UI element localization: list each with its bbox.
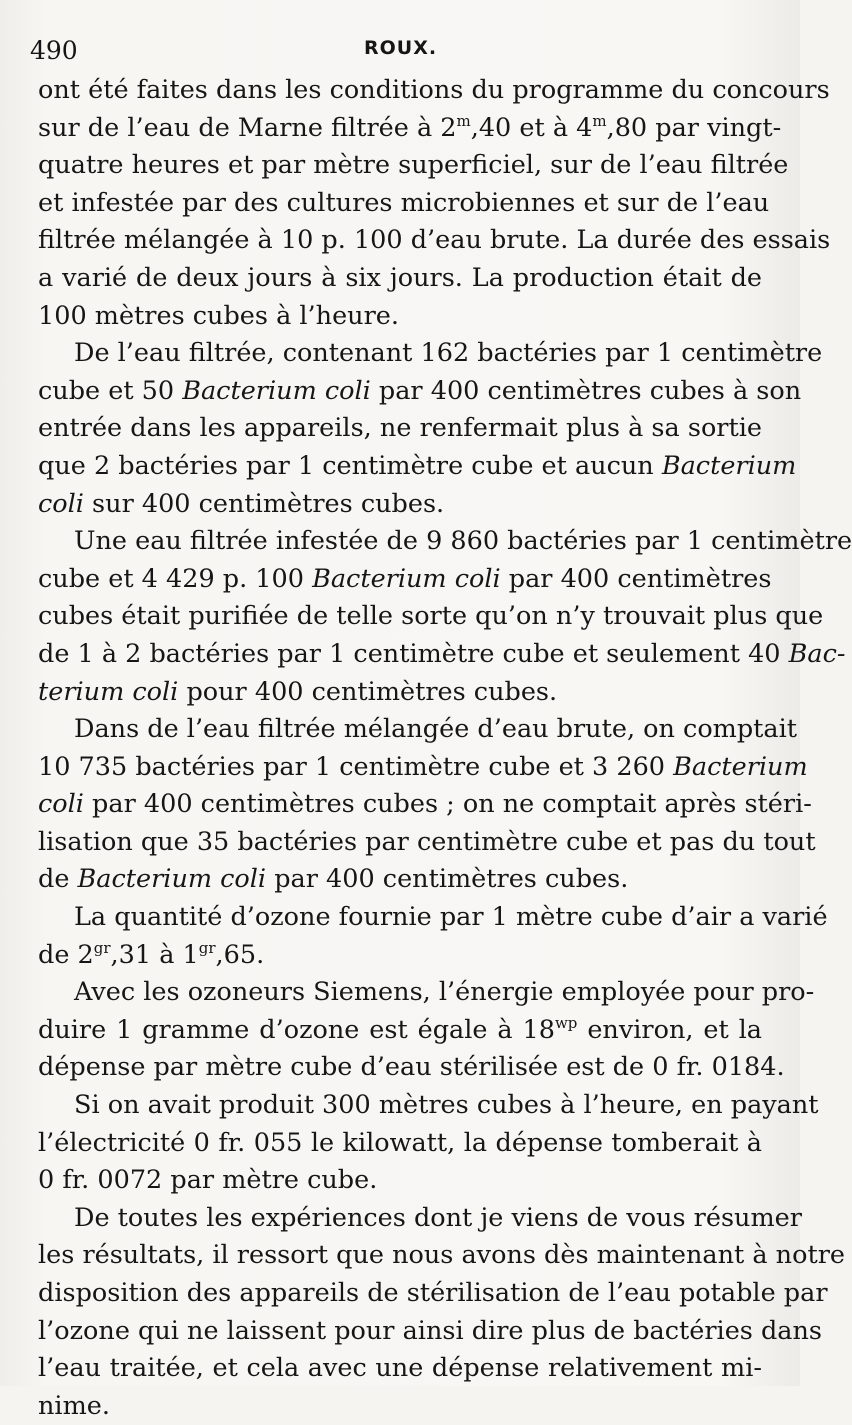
superscript-unit: wp [554,1013,578,1032]
italic-term: terium coli [38,676,179,707]
text-segment: 100 mètres cubes à l’heure. [38,300,399,331]
text-line [38,373,802,411]
text-line [38,937,762,975]
text-line [38,222,831,260]
text-line [38,1313,823,1351]
text-segment: quatre heures et par mètre superficiel, sur de l’eau filtrée [38,150,789,181]
italic-term: Bac- [788,638,846,669]
italic-term: Bacterium [673,751,808,782]
text-line [38,410,762,448]
text-segment: ,31 à 1 [110,939,199,970]
running-title: ROUX. [364,37,438,59]
text-line [38,260,762,298]
text-line [38,448,797,486]
text-line [38,523,852,561]
text-line [38,974,815,1012]
text-segment: sur 400 centimètres cubes. [83,488,445,519]
text-segment: et infestée par des cultures microbiennes et sur de l’eau [38,187,770,218]
italic-term: coli [38,789,84,820]
text-line [38,636,846,674]
text-segment: de 2 [38,939,94,970]
text-segment: l’eau traitée, et cela avec une dépense relativement mi- [38,1353,762,1384]
text-segment: lisation que 35 bactéries par centimètre cube et pas du tout [38,826,816,857]
text-segment: 10 735 bactéries par 1 centimètre cube et 3 260 [38,751,674,782]
text-segment: 0 fr. 0072 par mètre cube. [38,1165,378,1196]
text-segment: De toutes les expériences dont je viens de vous résumer [74,1202,802,1233]
text-line [38,1012,762,1050]
superscript-unit: m [456,111,471,130]
text-segment: cube et 4 429 p. 100 [38,563,313,594]
text-line [38,824,816,862]
body-text [38,72,852,1425]
text-line [38,674,762,712]
text-line [38,1087,819,1125]
text-line [38,335,823,373]
text-segment: La quantité d’ozone fournie par 1 mètre cube d’air a varié [74,902,828,933]
text-segment: l’ozone qui ne laissent pour ainsi dire plus de bactéries dans [38,1315,823,1346]
text-line [38,147,789,185]
text-line [38,486,762,524]
text-line [38,1275,828,1313]
text-segment: disposition des appareils de stérilisation de l’eau potable par [38,1278,828,1308]
text-line [38,110,782,148]
text-segment: Dans de l’eau filtrée mélangée d’eau brute, on comptait [74,714,798,745]
text-line [38,185,770,223]
text-segment: nime. [38,1390,110,1421]
text-line [38,561,772,599]
text-segment: Si on avait produit 300 mètres cubes à l’heure, en payant [74,1090,819,1121]
superscript-unit: gr [93,938,111,957]
text-line [38,1200,802,1238]
text-segment: que 2 bactéries par 1 centimètre cube et aucun [38,450,662,481]
text-segment: cubes était purifiée de telle sorte qu’on n’y trouvait plus que [38,601,824,632]
text-line [38,1237,845,1275]
text-segment: l’électricité 0 fr. 055 le kilowatt, la dépense tomberait à [38,1127,762,1158]
text-segment: Avec les ozoneurs Siemens, l’énergie employée pour pro- [74,977,815,1008]
text-line [38,598,824,636]
text-line [38,786,812,824]
text-segment: entrée dans les appareils, ne renfermait plus à sa sortie [38,413,762,444]
text-segment: de 1 à 2 bactéries par 1 centimètre cube et seulement 40 [38,638,789,669]
text-segment: sur de l’eau de Marne filtrée à 2 [38,112,457,143]
text-line [38,72,830,110]
italic-term: Bacterium coli [312,563,501,594]
italic-term: Bacterium coli [182,375,371,406]
text-segment: ,40 et à 4 [470,112,593,143]
text-segment: a varié de deux jours à six jours. La production était de [38,262,762,293]
text-segment: par 400 centimètres cubes. [266,864,629,895]
page-header [0,30,800,70]
page-number: 490 [30,36,78,65]
text-line [38,1162,762,1200]
text-segment: environ, et la [577,1014,762,1045]
text-line [38,298,762,336]
text-line [38,1388,762,1425]
text-segment: ,65. [215,939,265,970]
text-segment: filtrée mélangée à 10 p. 100 d’eau brute. La durée des essais [38,225,831,256]
text-line [38,749,808,787]
text-segment: duire 1 gramme d’ozone est égale à 18 [38,1014,555,1045]
italic-term: coli [38,488,84,519]
text-line [38,1049,785,1087]
text-line [38,1125,762,1163]
superscript-unit: m [592,111,607,130]
text-line [38,899,828,937]
text-segment: ont été faites dans les conditions du programme du concours [38,75,830,105]
text-segment: cube et 50 [38,375,183,406]
text-segment: dépense par mètre cube d’eau stérilisée est de 0 fr. 0184. [38,1052,785,1083]
text-segment: De l’eau filtrée, contenant 162 bactéries par 1 centimètre [74,338,823,369]
text-segment: par 400 centimètres cubes ; on ne comptait après stéri- [83,789,812,820]
text-line [38,711,798,749]
text-segment: ,80 par vingt- [606,112,782,143]
italic-term: Bacterium [661,450,797,481]
text-line [38,1350,762,1388]
text-segment: par 400 centimètres [500,563,772,594]
text-line [38,861,762,899]
italic-term: Bacterium coli [77,864,267,895]
text-segment: Une eau filtrée infestée de 9 860 bactéries par 1 centimètre [74,526,852,557]
text-segment: par 400 centimètres cubes à son [370,375,802,406]
text-segment: les résultats, il ressort que nous avons dès maintenant à notre [38,1240,845,1271]
text-segment: pour 400 centimètres cubes. [178,676,558,707]
superscript-unit: gr [198,938,216,957]
text-segment: de [38,864,78,895]
